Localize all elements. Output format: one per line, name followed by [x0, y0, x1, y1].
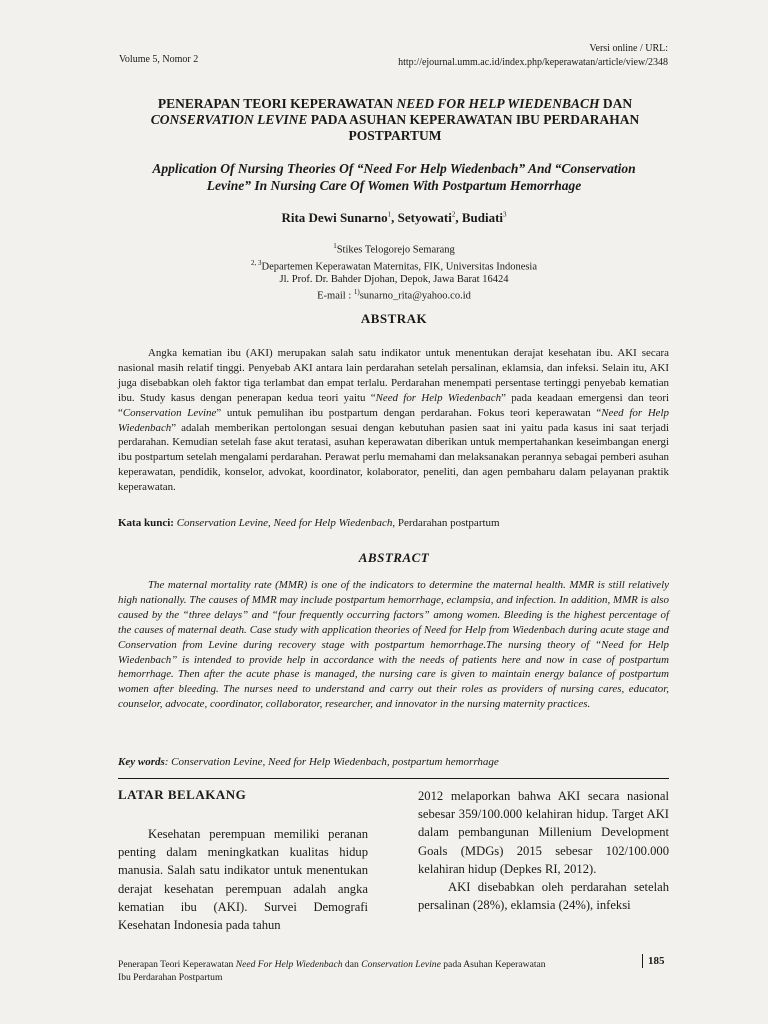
affiliations: $^1$Stikes Telogorejo Semarang $^{2, 3}$Departemen Keperawatan Maternitas, FIK, Universitas Indonesia Jl. Prof. Dr. Bahder Djohan, Depok, Jawa Barat 16424 E-mail : $^{1)}$sunarno_rita@yahoo.co.id [250, 242, 538, 302]
section-heading: LATAR BELAKANG [118, 787, 247, 802]
abstrak-heading: ABSTRAK [360, 311, 428, 326]
body-column-right [418, 787, 669, 914]
body-paragraph: AKI disebabkan oleh perdarahan setelah persalinan (28%), eklamsia (24%), infeksi [418, 880, 669, 913]
running-footer: Penerapan Teori Keperawatan Need For Help Wiedenbach dan Conservation Levine pada Asuhan Keperawatan Ibu Perdarahan Postpartum [118, 959, 546, 983]
abstract-heading: ABSTRACT [358, 550, 430, 565]
english-title: Application Of Nursing Theories Of “Need For Help Wiedenbach” And “Conservation Levine” In Nursing Care Of Women With Postpartum Hemorrhage [152, 161, 636, 193]
key-words: Key words: Conservation Levine, Need for Help Wiedenbach, postpartum hemorrhage [118, 756, 499, 768]
abstract-text: The maternal mortality rate (MMR) is one of the indicators to determine the maternal health. MMR is still relatively high nationally. The causes of MMR may include postpartum hemorrhage, eclampsia, and infection. In addition, MMR is also caused by the “three delays” and “four frequently occurring factors” among women. Bleeding is the highest percentage of the causes of maternal death. Case study with application theories of Need for Help from Wiedenbach during acute stage and Conservation from Levine during recovery stage with postpartum hemorrhage.The nursing theory of “Need for Help Wiedenbach” is intended to provide help in accordance with the needs of patients here and now in case of postpartum hemorrhage. Then after the acute phase is managed, the nursing care is given to maintain energy balance of postpartum women after bleeding. The nurses need to understand and carry out their roles as providers of nursing cares, educator, counselor, advocate, coordinator, collaborator, researcher, and innovator in the nursing maternity practices. [118, 579, 669, 711]
body-paragraph: 2012 melaporkan bahwa AKI secara nasional sebesar 359/100.000 kelahiran hidup. Target AKI dalam pembangunan Millenium Development Goals (MDGs) 2015 sebesar 102/100.000 kelahiran hidup (Depkes RI, 2012). [418, 789, 669, 876]
online-label: Versi online / URL: [589, 43, 668, 54]
author-email[interactable]: sunarno_rita@yahoo.co.id [359, 290, 471, 302]
abstrak-text: Angka kematian ibu (AKI) merupakan salah satu indikator untuk menentukan derajat kesehatan ibu. AKI secara nasional masih relatif tinggi. Penyebab AKI antara lain perdarahan setelah persalinan, eklamsia, dan infeksi. Selain itu, AKI juga disebabkan oleh faktor tiga terlambat dan empat terlalu. Perdarahan menempati persentase tertinggi penyebab kematian ibu. Study kasus dengan penerapan kedua teori yaitu “Need for Help Wiedenbach” pada keadaan emergensi dan teori “Conservation Levine” untuk pemulihan ibu postpartum dengan perdarahan. Fokus teori keperawatan “Need for Help Wiedenbach” adalah memberikan pertolongan sesuai dengan kebutuhan pasien saat ini yaitu pada kasus ini saat terjadi perdarahan. Kemudian setelah fase akut teratasi, asuhan keperawatan diberikan untuk mempertahankan keseimbangan energi ibu postpartum setelah mengalami perdarahan. Perawat perlu memahami dan melaksanakan perannya sebagai pemberi asuhan keperawatan, pendidik, konselor, advokat, koordinator, kolaborator, peneliti, dan agen pembaharu dalam pelayanan praktik keperawatan. [118, 347, 669, 494]
journal-volume: Volume 5, Nomor 2 [119, 54, 199, 65]
body-column-left [118, 787, 368, 934]
paper-title: PENERAPAN TEORI KEPERAWATAN NEED FOR HELP WIEDENBACH DAN CONSERVATION LEVINE PADA ASUHAN KEPERAWATAN IBU PERDARAHAN POSTPARTUM [150, 96, 640, 143]
section-divider [118, 778, 669, 779]
page-number: 185 [642, 954, 665, 968]
article-url[interactable]: http://ejournal.umm.ac.id/index.php/keperawatan/article/view/2348 [398, 57, 668, 68]
body-paragraph: Kesehatan perempuan memiliki peranan penting dalam meningkatkan kualitas hidup manusia. Salah satu indikator untuk menentukan derajat kesehatan perempuan adalah angka kematian ibu (AKI). Survei Demografi Kesehatan Indonesia pada tahun [118, 827, 368, 933]
author-list: Rita Dewi Sunarno$^1$, Setyowati$^2$, Budiati$^3$ [281, 210, 507, 225]
online-url-block [398, 42, 668, 70]
kata-kunci: Kata kunci: Conservation Levine, Need for Help Wiedenbach, Perdarahan postpartum [118, 517, 500, 529]
